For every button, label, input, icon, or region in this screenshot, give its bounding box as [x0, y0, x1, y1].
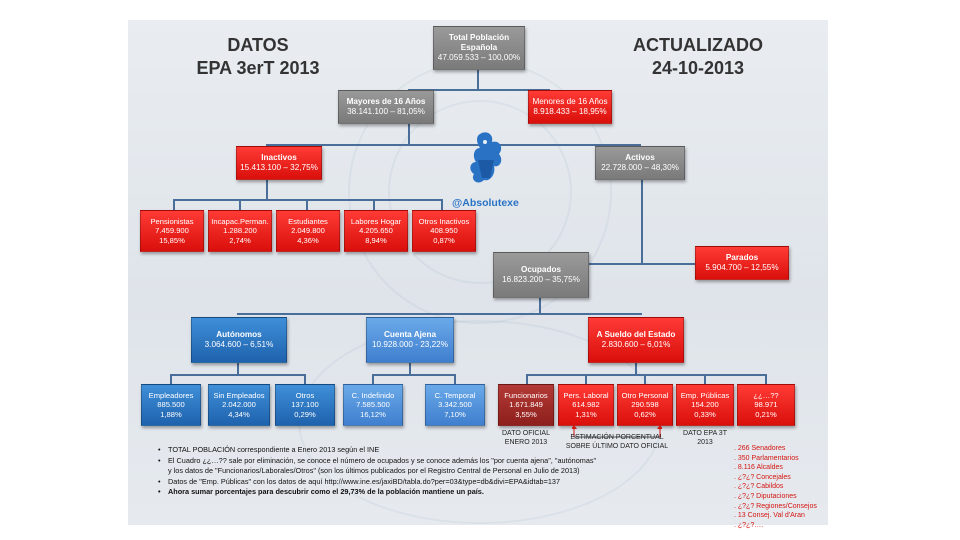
node-title: Cuenta Ajena	[383, 330, 436, 339]
node-value: 2.042.000	[222, 400, 256, 410]
node-value: 614.982	[572, 400, 600, 410]
caption-dato-epa	[673, 430, 737, 447]
connector-line	[372, 374, 456, 376]
node-value: 885.500	[157, 400, 185, 410]
node-otros-inactivos	[412, 210, 476, 252]
officials-list-item: . 350 Parlamentarios	[734, 454, 799, 462]
caption-line: ENERO 2013	[504, 438, 548, 446]
node-value: 7.459.900	[155, 226, 189, 236]
node-desconocido	[737, 384, 795, 426]
node-title: Ocupados	[520, 265, 562, 274]
node-title: Incapac.Perman.	[211, 216, 269, 226]
node-value: 137.100	[291, 400, 319, 410]
node-otro-personal	[617, 384, 673, 426]
node-cuenta-ajena	[366, 317, 454, 363]
node-value: 4.205.650	[359, 226, 393, 236]
connector-line	[526, 374, 767, 376]
node-title: C. Indefinido	[351, 390, 395, 400]
header-left	[183, 34, 333, 80]
connector-line	[539, 297, 541, 314]
node-title: ¿¿…??	[753, 390, 779, 400]
officials-list-item: . ¿?¿? Cabildos	[734, 483, 784, 491]
connector-line	[170, 374, 306, 376]
connector-line	[477, 69, 479, 90]
node-value: 3.342.500	[438, 400, 472, 410]
node-labores-hogar	[344, 210, 408, 252]
header-left-line1: DATOS	[227, 35, 289, 55]
node-percent: 0,87%	[433, 235, 455, 245]
officials-list-item: . ¿?¿?….	[734, 521, 764, 529]
node-otros	[275, 384, 335, 426]
node-value: 154.200	[691, 400, 719, 410]
node-value: 408.950	[430, 226, 458, 236]
node-value: 47.059.533 – 100,00%	[437, 53, 521, 62]
node-title: Total Población Española	[448, 33, 510, 52]
node-menores-16	[528, 90, 612, 124]
node-title: Autónomos	[216, 330, 262, 339]
node-percent: 7,10%	[444, 409, 466, 419]
footnote: • Datos de "Emp. Públicas" con los datos de aquí http://www.ine.es/jaxiBD/tabla.do?per=03&type=db&divi=EPA&idtab=137	[158, 477, 678, 488]
node-title: A Sueldo del Estado	[596, 330, 676, 339]
connector-line	[266, 144, 641, 146]
node-c-indefinido	[343, 384, 403, 426]
node-percent: 4,36%	[297, 235, 319, 245]
node-autonomos	[191, 317, 287, 363]
node-parados	[695, 246, 789, 280]
node-c-temporal	[425, 384, 485, 426]
griffin-logo-icon	[466, 130, 506, 188]
node-pensionistas	[140, 210, 204, 252]
footnote: • Ahora sumar porcentajes para descubrir como el 29,73% de la población mantiene un país.	[158, 487, 678, 498]
officials-list-item: . 8.116 Alcaldes	[734, 464, 783, 472]
connector-line	[173, 199, 175, 210]
node-title: Sin Empleados	[213, 390, 265, 400]
officials-list-item: . ¿?¿? Concejales	[734, 473, 791, 481]
node-incapac-perman	[208, 210, 272, 252]
node-title: Empleadores	[148, 390, 194, 400]
node-total-poblacion	[433, 26, 525, 70]
node-ocupados	[493, 252, 589, 298]
officials-list-item: . 266 Senadores	[734, 445, 786, 452]
node-title: Inactivos	[261, 153, 297, 162]
footnotes	[158, 442, 678, 498]
node-value: 10.928.000 - 23,22%	[371, 340, 449, 349]
infographic-canvas	[128, 20, 828, 529]
officials-list	[734, 444, 830, 530]
footnote: • TOTAL POBLACIÓN correspondiente a Enero 2013 según el INE	[158, 445, 678, 456]
node-percent: 1,31%	[575, 409, 597, 419]
node-title: Mayores de 16 Años	[346, 97, 426, 106]
node-percent: 8,94%	[365, 235, 387, 245]
connector-line	[266, 180, 268, 200]
node-inactivos	[236, 146, 322, 180]
node-percent: 0,29%	[294, 409, 316, 419]
node-percent: 3,55%	[515, 409, 537, 419]
node-title: Otro Personal	[621, 390, 669, 400]
connector-line	[237, 313, 642, 315]
footnote: y los datos de "Funcionarios/Laborales/Otros" (son los últimos publicados por el Registro Central de Personal en Julio de 2013)	[168, 466, 580, 475]
node-title: Menores de 16 Años	[532, 97, 608, 106]
officials-list-item: . 13 Consej. Val d'Aran	[734, 512, 805, 520]
officials-list-item: . ¿?¿? Regiones/Consejos	[734, 502, 817, 510]
node-title: Pers. Laboral	[563, 390, 609, 400]
node-value: 3.064.600 – 6,51%	[204, 340, 274, 349]
node-title: Funcionarios	[504, 390, 548, 400]
footnote: • El Cuadro ¿¿…?? sale por eliminación, se conoce el número de ocupados y se conoce además los "por cuenta ajena", "autónomas"	[158, 456, 678, 467]
node-estudiantes	[276, 210, 340, 252]
node-value: 15.413.100 – 32,75%	[240, 163, 318, 172]
node-value: 98.971	[754, 400, 778, 410]
node-activos	[595, 146, 685, 180]
node-percent: 1,88%	[160, 409, 182, 419]
node-percent: 0,62%	[634, 409, 656, 419]
node-title: Emp. Públicas	[680, 390, 730, 400]
caption-line: SOBRE ÚLTIMO DATO OFICIAL	[565, 442, 669, 450]
node-value: 16.823.200 – 35,75%	[502, 275, 580, 284]
connector-line	[373, 199, 375, 210]
node-sin-empleados	[208, 384, 270, 426]
node-percent: 16,12%	[360, 409, 386, 419]
node-value: 7.585.500	[356, 400, 390, 410]
node-title: Activos	[625, 153, 655, 162]
connector-line	[239, 199, 241, 210]
connector-line	[306, 199, 308, 210]
officials-list-item: . ¿?¿? Diputaciones	[734, 492, 797, 500]
node-value: 2.049.800	[291, 226, 325, 236]
node-sueldo-estado	[588, 317, 684, 363]
logo-handle: @Absolutexe	[452, 197, 519, 209]
node-percent: 15,85%	[159, 235, 185, 245]
node-pers-laboral	[558, 384, 614, 426]
node-value: 5.904.700 – 12,55%	[705, 263, 779, 272]
node-mayores-16	[338, 90, 434, 124]
node-empleadores	[141, 384, 201, 426]
node-emp-publicas	[676, 384, 734, 426]
node-value: 1.671.849	[509, 400, 543, 410]
node-funcionarios	[498, 384, 554, 426]
node-title: Otros Inactivos	[418, 216, 470, 226]
caption-line: DATO EPA 3T	[683, 430, 727, 437]
node-percent: 0,33%	[694, 409, 716, 419]
node-value: 290.598	[631, 400, 659, 410]
header-right	[623, 34, 773, 80]
connector-line	[173, 199, 443, 201]
node-value: 1.288.200	[223, 226, 257, 236]
node-title: Parados	[725, 253, 759, 262]
caption-line: ESTIMACIÓN PORCENTUAL	[570, 434, 664, 441]
caption-line: 2013	[697, 438, 713, 446]
node-title: Labores Hogar	[350, 216, 402, 226]
connector-line	[641, 180, 643, 264]
node-title: Estudiantes	[288, 216, 328, 226]
header-left-line2: EPA 3erT 2013	[196, 58, 320, 78]
node-percent: 0,21%	[755, 409, 777, 419]
header-right-line1: ACTUALIZADO	[633, 35, 763, 55]
node-title: Otros	[295, 390, 315, 400]
header-right-line2: 24-10-2013	[651, 58, 745, 78]
connector-line	[408, 123, 410, 145]
node-title: Pensionistas	[150, 216, 194, 226]
node-value: 38.141.100 – 81,05%	[347, 107, 425, 116]
caption-line: DATO OFICIAL	[502, 430, 550, 437]
node-percent: 4,34%	[228, 409, 250, 419]
connector-line	[441, 199, 443, 210]
node-value: 22.728.000 – 48,30%	[601, 163, 679, 172]
node-title: C. Temporal	[434, 390, 476, 400]
node-value: 2.830.600 – 6,01%	[601, 340, 671, 349]
node-percent: 2,74%	[229, 235, 251, 245]
node-value: 8.918.433 – 18,95%	[533, 107, 607, 116]
